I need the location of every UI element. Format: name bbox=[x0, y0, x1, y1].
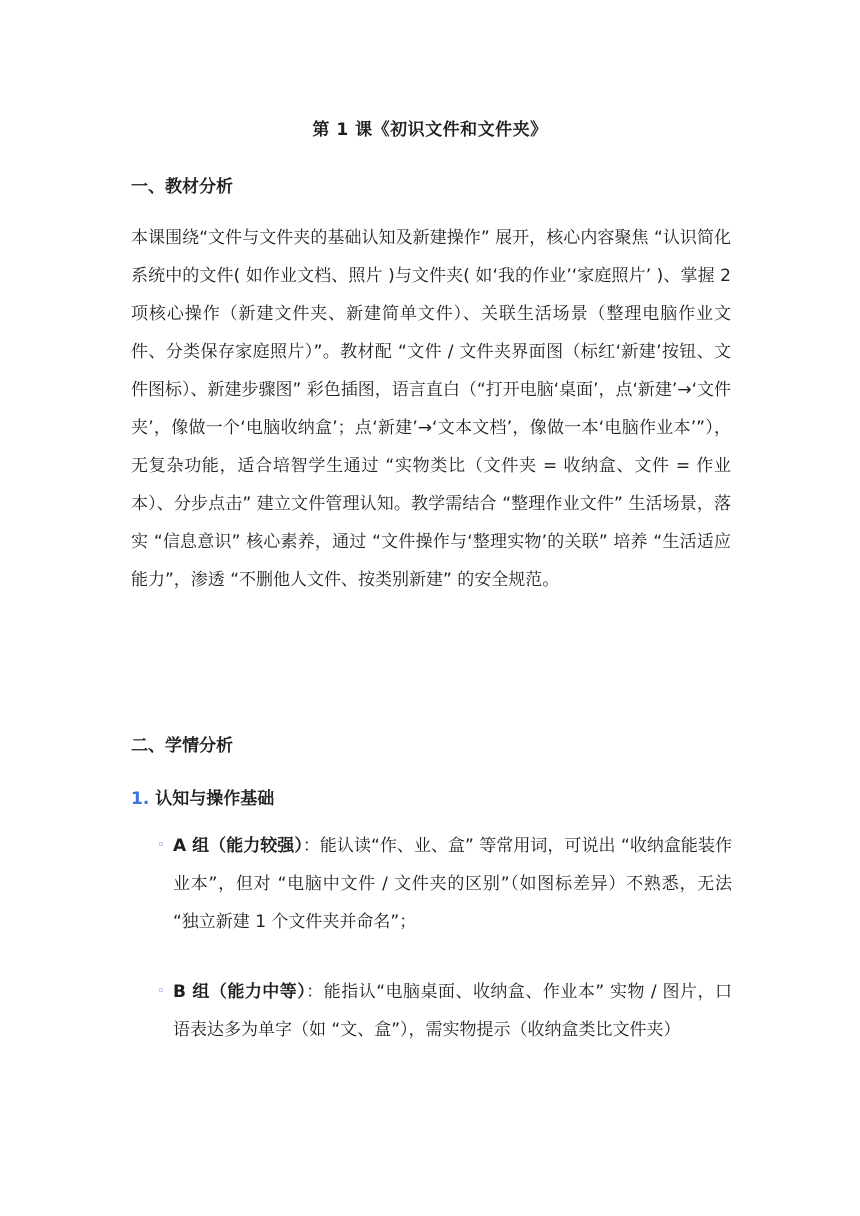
group-a-label: A 组（能力较强） bbox=[173, 836, 303, 856]
bullet-group-b bbox=[157, 973, 732, 1049]
subheading-cognition-operation bbox=[131, 784, 274, 809]
bullet-group-a bbox=[157, 827, 732, 941]
group-a-text: ：能认读“作、业、盒” 等常用词，可说出 “收纳盒能装作业本”，但对 “电脑中文件 / 文件夹的区别”（如图标差异）不熟悉，无法 “独立新建 1 个文件夹并命名”； bbox=[173, 836, 732, 932]
group-b-text: ：能指认“电脑桌面、收纳盒、作业本” 实物 / 图片，口语表达多为单字（如 “文、盒”），需实物提示（收纳盒类比文件夹） bbox=[173, 982, 732, 1040]
bullet-group-b-body bbox=[173, 973, 732, 1049]
bullet-marker-icon: ◦ bbox=[157, 984, 165, 999]
bullet-marker-icon: ◦ bbox=[157, 838, 165, 853]
textbook-analysis-paragraph: 本课围绕“文件与文件夹的基础认知及新建操作” 展开，核心内容聚焦 “认识简化系统中的文件( 如作业文档、照片 )与文件夹( 如‘我的作业’‘家庭照片’ )、掌握 2 项核心操作（新建文件夹、新建简单文件）、关联生活场景（整理电脑作业文件、分类保存家庭照片）”。教材配 “文件 / 文件夹界面图（标红‘新建’按钮、文件图标）、新建步骤图” 彩色插图，语言直白（“打开电脑‘桌面’，点‘新建’→‘文件夹’，像做一个‘电脑收纳盒’；点‘新建’→‘文本文档’，像做一本‘电脑作业本’”），无复杂功能，适合培智学生通过 “实物类比（文件夹 = 收纳盒、文件 = 作业本）、分步点击” 建立文件管理认知。教学需结合 “整理作业文件” 生活场景，落实 “信息意识” 核心素养，通过 “文件操作与‘整理实物’的关联” 培养 “生活适应能力”，渗透 “不删他人文件、按类别新建” 的安全规范。 bbox=[131, 228, 731, 590]
section-heading-textbook-analysis: 一、教材分析 bbox=[131, 177, 233, 197]
lesson-title: 第 1 课《初识文件和文件夹》 bbox=[312, 120, 548, 140]
subheading-number: 1. bbox=[131, 789, 150, 809]
subheading-label: 认知与操作基础 bbox=[155, 789, 275, 809]
bullet-group-a-body bbox=[173, 827, 732, 941]
group-b-label: B 组（能力中等） bbox=[173, 982, 307, 1002]
section-heading-student-analysis: 二、学情分析 bbox=[131, 736, 233, 756]
